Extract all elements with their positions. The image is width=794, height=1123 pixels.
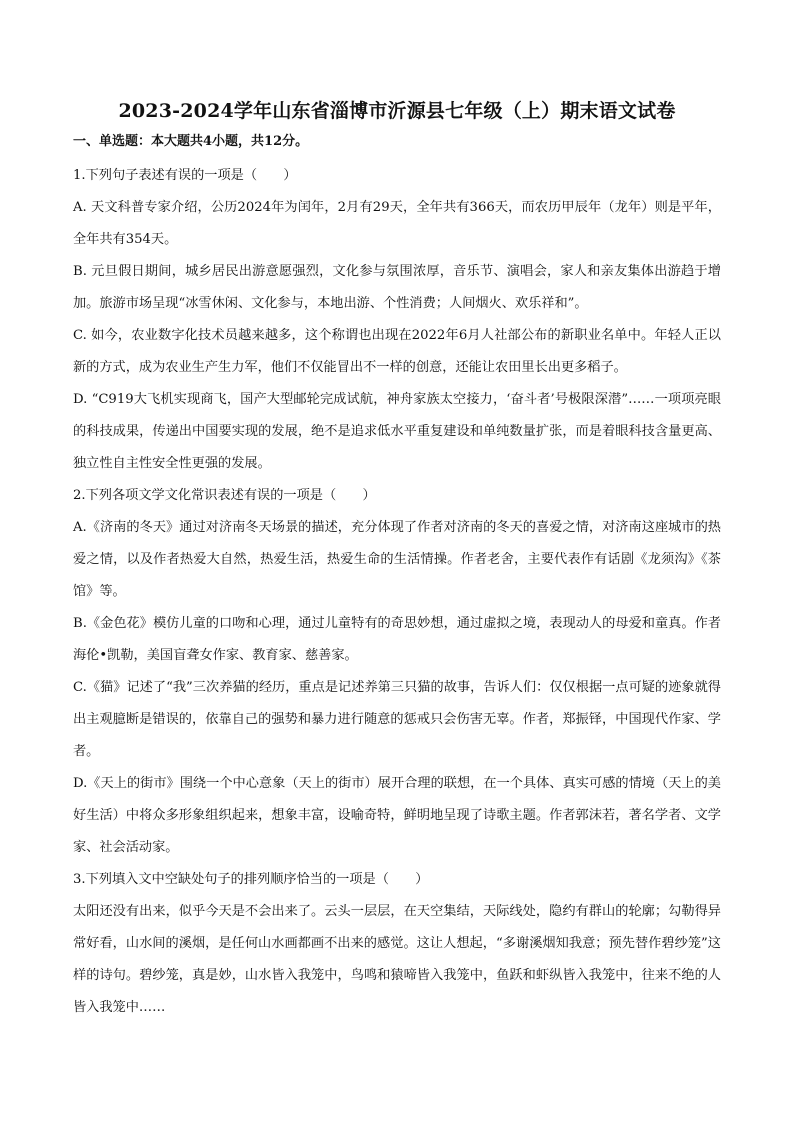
reading-passage: 太阳还没有出来，似乎今天是不会出来了。云头一层层，在天空集结，天际线处，隐约有群山的轮廓；勾勒得异常好看，山水间的溪烟，是任何山水画都画不出来的感觉。这让人想起，“多谢溪烟知我意；预先替作碧纱笼”这样的诗句。碧纱笼，真是妙，山水皆入我笼中，鸟鸣和猿啼皆入我笼中，鱼跃和虾纵皆入我笼中，往来不绝的人皆入我笼中…… — [73, 904, 721, 1015]
option-c: C. 如今，农业数字化技术员越来越多，这个称谓也出现在2022年6月人社部公布的新职业名单中。年轻人正以新的方式，成为农业生产生力军，他们不仅能冒出不一样的创意，还能让农田里长出更多稻子。 — [73, 328, 721, 375]
question-stem: 1.下列句子表述有误的一项是（ ） — [73, 168, 297, 183]
option-d: D. “C919大飞机实现商飞，国产大型邮轮完成试航，神舟家族太空接力，‘奋斗者’号极限深潜”……一项项亮眼的科技成果，传递出中国要实现的发展，绝不是追求低水平重复建设和单纯数量扩张，而是着眼科技含量更高、独立性自主性安全性更强的发展。 — [73, 392, 721, 471]
option-c: C.《猫》记述了“我”三次养猫的经历，重点是记述养第三只猫的故事，告诉人们：仅仅根据一点可疑的迹象就得出主观臆断是错误的，依靠自己的强势和暴力进行随意的惩戒只会伤害无辜。作者，郑振铎，中国现代作家、学者。 — [73, 680, 721, 759]
option-a: A. 天文科普专家介绍，公历2024年为闰年，2月有29天，全年共有366天，而农历甲辰年（龙年）则是平年，全年共有354天。 — [73, 200, 721, 247]
question-1 — [73, 160, 721, 480]
exam-title: 2023-2024学年山东省淄博市沂源县七年级（上）期末语文试卷 — [118, 100, 676, 122]
option-b: B. 元旦假日期间，城乡居民出游意愿强烈，文化参与氛围浓厚，音乐节、演唱会，家人和亲友集体出游趋于增加。旅游市场呈现“冰雪休闲、文化参与，本地出游、个性消费；人间烟火、欢乐祥和”。 — [73, 264, 721, 311]
question-3 — [73, 864, 721, 1024]
exam-page — [73, 98, 721, 1024]
question-stem: 3.下列填入文中空缺处句子的排列顺序恰当的一项是（ ） — [73, 872, 429, 887]
option-d: D.《天上的街市》围绕一个中心意象（天上的街市）展开合理的联想，在一个具体、真实可感的情境（天上的美好生活）中将众多形象组织起来，想象丰富，设喻奇特，鲜明地呈现了诗歌主题。作者郭沫若，著名学者、文学家、社会活动家。 — [73, 776, 721, 855]
option-a: A.《济南的冬天》通过对济南冬天场景的描述，充分体现了作者对济南的冬天的喜爱之情，对济南这座城市的热爱之情，以及作者热爱大自然，热爱生活，热爱生命的生活情操。作者老舍，主要代表作有话剧《龙须沟》《茶馆》等。 — [73, 520, 721, 599]
question-2 — [73, 480, 721, 864]
option-b: B.《金色花》模仿儿童的口吻和心理，通过儿童特有的奇思妙想，通过虚拟之境，表现动人的母爱和童真。作者海伦•凯勒，美国盲聋女作家、教育家、慈善家。 — [73, 616, 721, 663]
question-stem: 2.下列各项文学文化常识表述有误的一项是（ ） — [73, 488, 376, 503]
section-heading: 一、单选题：本大题共4小题，共12分。 — [73, 134, 309, 149]
